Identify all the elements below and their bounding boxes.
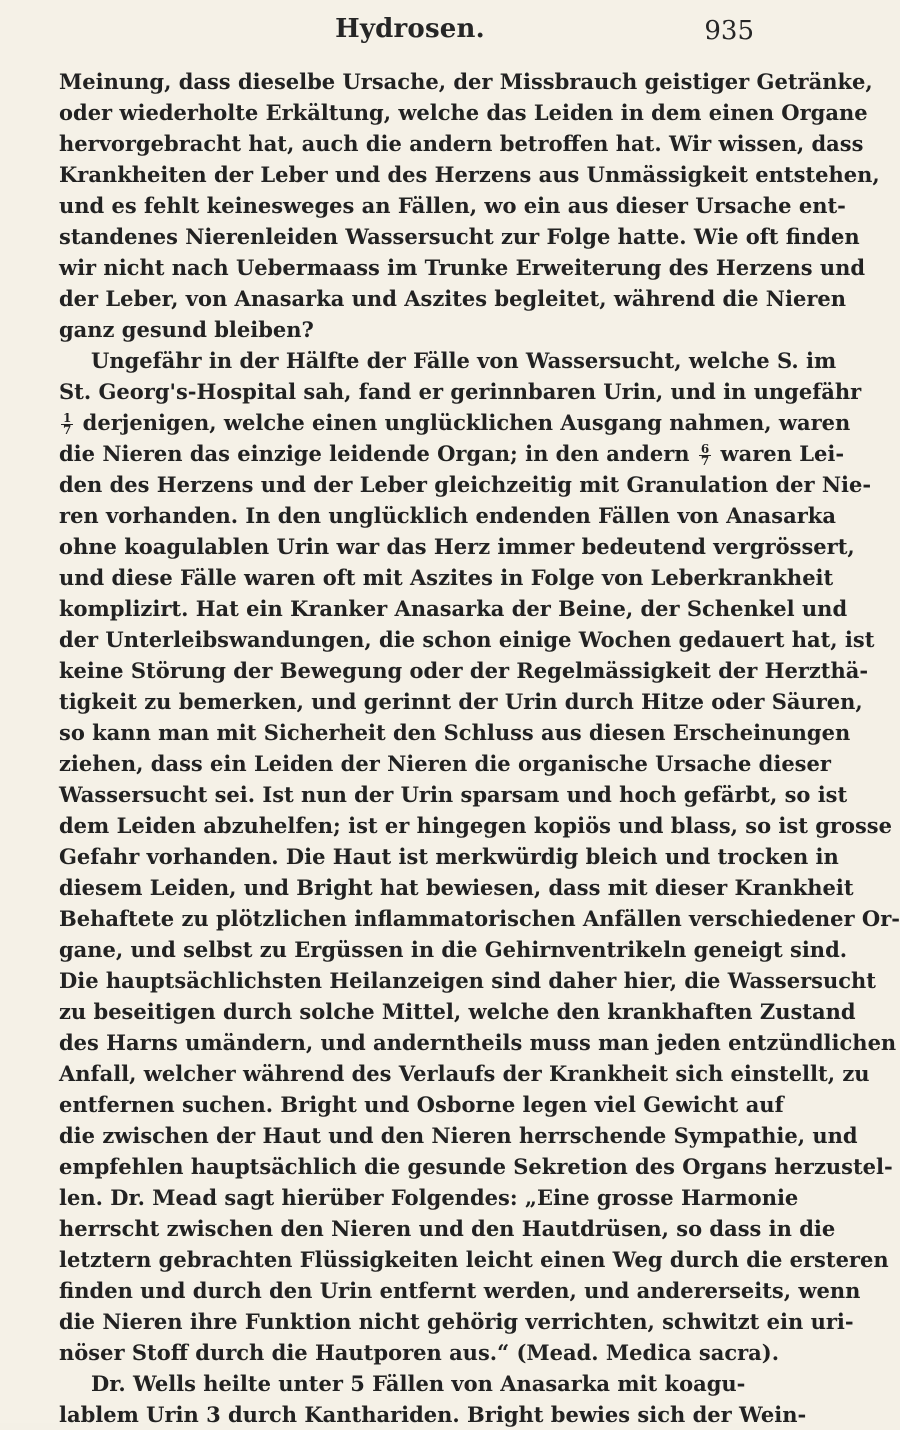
text-line: lablem Urin 3 durch Kanthariden. Bright bewies sich der Wein- [59, 1402, 807, 1427]
page-header [60, 14, 760, 50]
text-line: so kann man mit Sicherheit den Schluss aus diesen Erscheinungen [59, 720, 851, 745]
paragraph [59, 1368, 807, 1430]
running-title: Hydrosen. [335, 14, 485, 44]
text-line: Behaftete zu plötzlichen inflammatorischen Anfällen verschiedener Or- [59, 906, 900, 931]
text-line: und es fehlt keinesweges an Fällen, wo ein aus dieser Ursache ent- [59, 193, 846, 218]
body-text [59, 66, 900, 1430]
fraction-denominator: 7 [700, 454, 710, 468]
text-line: hervorgebracht hat, auch die andern betroffen hat. Wir wissen, dass [59, 131, 864, 156]
text-line: wir nicht nach Uebermaass im Trunke Erweiterung des Herzens und [59, 255, 866, 280]
paragraph [59, 66, 880, 345]
text-line: des Harns umändern, und anderntheils muss man jeden entzündlichen [59, 1030, 897, 1055]
text-line: ren vorhanden. In den unglücklich endenden Fällen von Anasarka [59, 503, 836, 528]
text-line: zu beseitigen durch solche Mittel, welche den krankhaften Zustand [59, 999, 856, 1024]
text-line: Meinung, dass dieselbe Ursache, der Missbrauch geistiger Getränke, [59, 69, 873, 94]
text-line: letztern gebrachten Flüssigkeiten leicht einen Weg durch die ersteren [59, 1247, 889, 1272]
text-line: der Leber, von Anasarka und Aszites begleitet, während die Nieren [59, 286, 847, 311]
text-line: Gefahr vorhanden. Die Haut ist merkwürdig bleich und trocken in [59, 844, 839, 869]
text-line: den des Herzens und der Leber gleichzeitig mit Granulation der Nie- [59, 472, 872, 497]
text-line: die Nieren das einzige leidende Organ; in den andern $\frac{6}{7}$ waren Lei- [59, 441, 845, 468]
text-line: $\frac{1}{7}$ derjenigen, welche einen unglücklichen Ausgang nahmen, waren [63, 410, 851, 437]
text-line: ganz gesund bleiben? [59, 317, 314, 342]
text-line: len. Dr. Mead sagt hierüber Folgendes: „Eine grosse Harmonie [59, 1185, 799, 1210]
text-line: empfehlen hauptsächlich die gesunde Sekretion des Organs herzustel- [59, 1154, 893, 1179]
text-line: dem Leiden abzuhelfen; ist er hingegen kopiös und blass, so ist grosse [59, 813, 892, 838]
text-line: Wassersucht sei. Ist nun der Urin sparsam und hoch gefärbt, so ist [59, 782, 848, 807]
text-line: Ungefähr in der Hälfte der Fälle von Wassersucht, welche S. im [91, 348, 837, 373]
text-line: ziehen, dass ein Leiden der Nieren die organische Ursache dieser [59, 751, 831, 776]
text-line: herrscht zwischen den Nieren und den Hautdrüsen, so dass in die [59, 1216, 836, 1241]
text-line: der Unterleibswandungen, die schon einige Wochen gedauert hat, ist [59, 627, 875, 652]
fraction [699, 444, 711, 467]
text-line: standenes Nierenleiden Wassersucht zur Folge hatte. Wie oft finden [59, 224, 860, 249]
text-line: die Nieren ihre Funktion nicht gehörig verrichten, schwitzt ein uri- [59, 1309, 854, 1334]
fraction-denominator: 7 [63, 423, 72, 437]
text-line: Die hauptsächlichsten Heilanzeigen sind daher hier, die Wassersucht [59, 968, 877, 993]
text-line: und diese Fälle waren oft mit Aszites in Folge von Leberkrankheit [59, 565, 834, 590]
text-line: entfernen suchen. Bright und Osborne legen viel Gewicht auf [59, 1092, 784, 1117]
fraction [61, 413, 73, 436]
fraction-numerator: 1 [63, 411, 72, 425]
text-line: nöser Stoff durch die Hautporen aus.“ (Mead. Medica sacra). [59, 1340, 780, 1365]
page-number: 935 [704, 16, 754, 46]
text-line: oder wiederholte Erkältung, welche das Leiden in dem einen Organe [59, 100, 868, 125]
text-line: diesem Leiden, und Bright hat bewiesen, dass mit dieser Krankheit [59, 875, 854, 900]
text-line: ohne koagulablen Urin war das Herz immer bedeutend vergrössert, [59, 534, 855, 559]
text-line: finden und durch den Urin entfernt werden, und andererseits, wenn [59, 1278, 861, 1303]
text-line: Dr. Wells heilte unter 5 Fällen von Anasarka mit koagu- [91, 1371, 746, 1396]
text-line: Anfall, welcher während des Verlaufs der Krankheit sich einstellt, zu [59, 1061, 870, 1086]
text-line: die zwischen der Haut und den Nieren herrschende Sympathie, und [59, 1123, 858, 1148]
paragraph [59, 345, 900, 1368]
text-line: keine Störung der Bewegung oder der Regelmässigkeit der Herzthä- [59, 658, 869, 683]
text-line: St. Georg's-Hospital sah, fand er gerinnbaren Urin, und in ungefähr [59, 379, 862, 404]
text-line: tigkeit zu bemerken, und gerinnt der Urin durch Hitze oder Säuren, [59, 689, 863, 714]
text-line: Krankheiten der Leber und des Herzens aus Unmässigkeit entstehen, [59, 162, 880, 187]
fraction-numerator: 6 [700, 442, 710, 456]
text-line: komplizirt. Hat ein Kranker Anasarka der Beine, der Schenkel und [59, 596, 848, 621]
text-line: gane, und selbst zu Ergüssen in die Gehirnventrikeln geneigt sind. [59, 937, 848, 962]
